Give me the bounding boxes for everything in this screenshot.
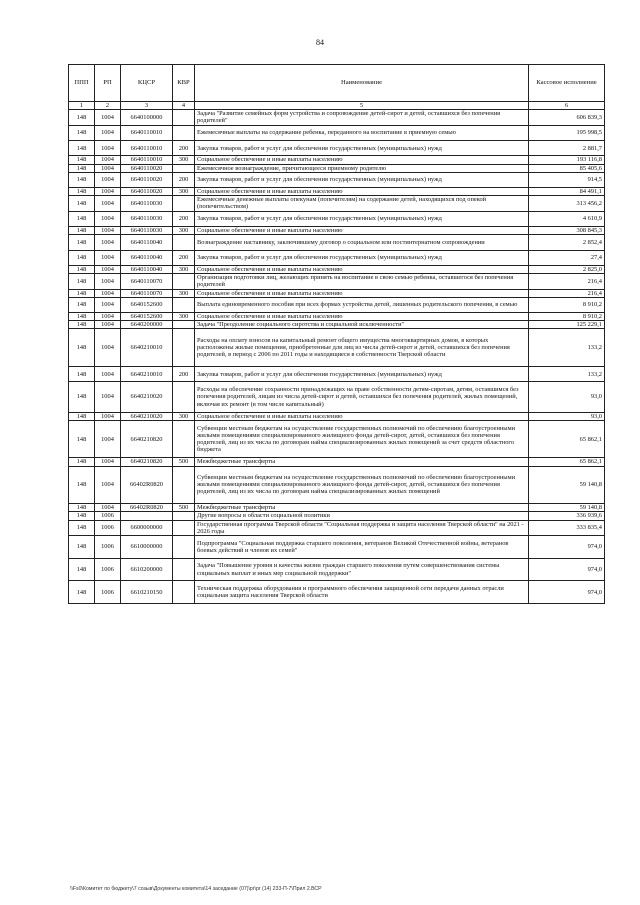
table-row [69,164,605,172]
cell-ppp: 148 [69,125,95,140]
cell-kvr [173,235,195,250]
cell-rp: 1004 [95,125,121,140]
cell-kcsr: 6640100000 [121,110,173,125]
cell-rp: 1004 [95,382,121,412]
table-row [69,412,605,420]
table-row [69,504,605,512]
table-row [69,297,605,312]
table-row [69,211,605,226]
cell-name: Субвенции местным бюджетам на осуществление государственных полномочий по обеспечению благоустроенными жилыми помещениями специализированного жилищного фонда детей-сирот, детей, оставшихся без попечения родителей, лиц из их числа по договорам найма специализированных жилых помещений за счет средств областного бюджета [195,420,529,458]
cell-kvr: 200 [173,172,195,187]
cell-kcsr [121,512,173,520]
cell-rp: 1004 [95,420,121,458]
cell-ppp: 148 [69,289,95,297]
cell-kcsr: 6640110070 [121,274,173,289]
cell-name: Техническая поддержка оборудования и программного обеспечения защищенной сети передачи данных отрасли социальная защита населения Тверской области [195,581,529,604]
cell-name: Ежемесячные выплаты на содержание ребенка, переданного на воспитание в приемную семью [195,125,529,140]
cell-kcsr: 6640110020 [121,188,173,196]
cell-name: Ежемесячные денежные выплаты опекунам (попечителям) на содержание детей, находящихся под опекой (попечительством) [195,196,529,211]
cell-name: Социальное обеспечение и иные выплаты населению [195,156,529,164]
cell-amount: 133,2 [529,329,605,367]
cell-ppp: 148 [69,313,95,321]
cell-rp: 1004 [95,250,121,265]
cell-ppp: 148 [69,227,95,235]
cell-ppp: 148 [69,581,95,604]
cell-kvr [173,125,195,140]
cell-rp: 1004 [95,466,121,504]
cell-name: Социальное обеспечение и иные выплаты населению [195,289,529,297]
cell-name: Социальное обеспечение и иные выплаты населению [195,188,529,196]
cell-amount: 27,4 [529,250,605,265]
cell-ppp: 148 [69,164,95,172]
cell-rp: 1004 [95,188,121,196]
cell-name: Выплата единовременного пособия при всех формах устройства детей, лишенных родительского попечения, в семью [195,297,529,312]
header-name: Наименование [195,65,529,102]
cell-name: Межбюджетные трансферты [195,504,529,512]
table-row [69,520,605,535]
cell-amount: 65 862,1 [529,420,605,458]
cell-amount: 85 405,6 [529,164,605,172]
cell-ppp: 148 [69,211,95,226]
cell-kvr: 300 [173,289,195,297]
cell-rp: 1004 [95,227,121,235]
cell-ppp: 148 [69,520,95,535]
cell-kvr: 200 [173,211,195,226]
cell-rp: 1006 [95,520,121,535]
cell-kcsr: 6640110010 [121,140,173,155]
cell-name: Вознаграждение наставнику, заключившему договор о социальном или постинтернатном сопровождении [195,235,529,250]
cell-kvr [173,321,195,329]
cell-amount: 93,0 [529,412,605,420]
cell-rp: 1004 [95,297,121,312]
cell-amount: 216,4 [529,289,605,297]
cell-kcsr: 6640210820 [121,420,173,458]
table-row [69,250,605,265]
cell-kvr [173,382,195,412]
cell-rp: 1004 [95,289,121,297]
header-rp: РП [95,65,121,102]
cell-kvr: 300 [173,313,195,321]
cell-amount: 133,2 [529,367,605,382]
cell-rp: 1004 [95,164,121,172]
table-row [69,172,605,187]
table-row [69,110,605,125]
cell-kcsr: 6640110030 [121,227,173,235]
header-kcsr: КЦСР [121,65,173,102]
cell-kcsr: 66402R0820 [121,504,173,512]
table-row [69,329,605,367]
cell-name: Закупка товаров, работ и услуг для обеспечения государственных (муниципальных) нужд [195,140,529,155]
cell-amount: 8 910,2 [529,297,605,312]
cell-kvr [173,581,195,604]
cell-rp: 1004 [95,458,121,466]
table-row [69,382,605,412]
table-row [69,466,605,504]
cell-name: Закупка товаров, работ и услуг для обеспечения государственных (муниципальных) нужд [195,367,529,382]
cell-name: Расходы на оплату взносов на капитальный ремонт общего имущества многоквартирных домов, в которых расположены жилые помещения, приобретенные для лиц из числа детей-сирот и детей, оставшихся без попечения родителей, в период с 2006 по 2011 годы и находящиеся в собственности Тверской области [195,329,529,367]
cell-rp: 1004 [95,265,121,273]
table-row [69,458,605,466]
cell-kvr [173,329,195,367]
table-row [69,156,605,164]
cell-amount: 2 825,0 [529,265,605,273]
cell-kcsr: 6640210010 [121,329,173,367]
cell-kcsr: 66402R0820 [121,466,173,504]
cell-kvr: 300 [173,227,195,235]
cell-rp: 1004 [95,367,121,382]
table-row [69,265,605,273]
table-row [69,535,605,558]
cell-kvr [173,110,195,125]
table-body [69,110,605,604]
cell-name: Закупка товаров, работ и услуг для обеспечения государственных (муниципальных) нужд [195,211,529,226]
cell-amount: 195 998,5 [529,125,605,140]
cell-name: Задача "Преодоление социального сиротства и социальной исключенности" [195,321,529,329]
cell-rp: 1004 [95,140,121,155]
cell-rp: 1004 [95,274,121,289]
footer-file-path: \\Fs0\Комитет по бюджету\7 созыв\Документы комитета\14 заседание (07)\pr\pr (14) 233-П-7\Прил 2.ВСР [70,886,322,892]
cell-rp: 1004 [95,329,121,367]
table-row [69,313,605,321]
cell-amount: 336 939,6 [529,512,605,520]
cell-ppp: 148 [69,156,95,164]
table-row [69,125,605,140]
cell-kvr [173,164,195,172]
cell-kvr: 300 [173,412,195,420]
cell-kvr: 300 [173,188,195,196]
table-row [69,289,605,297]
cell-rp: 1006 [95,512,121,520]
cell-kcsr: 6640110010 [121,125,173,140]
cell-kvr: 200 [173,367,195,382]
cell-ppp: 148 [69,274,95,289]
cell-rp: 1006 [95,535,121,558]
cell-kvr: 200 [173,140,195,155]
cell-ppp: 148 [69,265,95,273]
cell-kvr: 500 [173,458,195,466]
cell-kvr [173,535,195,558]
cell-kcsr: 6610200000 [121,558,173,581]
cell-amount: 974,0 [529,558,605,581]
cell-kcsr: 6640200000 [121,321,173,329]
cell-ppp: 148 [69,196,95,211]
cell-kcsr: 6640110070 [121,289,173,297]
cell-kcsr: 6640110040 [121,235,173,250]
table-row [69,140,605,155]
table-row [69,274,605,289]
cell-amount: 84 491,1 [529,188,605,196]
cell-rp: 1006 [95,558,121,581]
cell-amount: 125 229,1 [529,321,605,329]
cell-ppp: 148 [69,235,95,250]
cell-name: Другие вопросы в области социальной политики [195,512,529,520]
cell-name: Ежемесячное вознаграждение, причитающееся приемному родителю [195,164,529,172]
cell-kvr [173,297,195,312]
cell-kcsr: 6640152600 [121,313,173,321]
cell-kcsr: 6640110030 [121,196,173,211]
cell-kvr: 200 [173,250,195,265]
table-row [69,581,605,604]
cell-name: Социальное обеспечение и иные выплаты населению [195,227,529,235]
cell-name: Подпрограмма "Социальная поддержка старшего поколения, ветеранов Великой Отечественной войны, ветеранов боевых действий и членов их семей" [195,535,529,558]
cell-amount: 4 610,9 [529,211,605,226]
cell-kvr [173,558,195,581]
cell-name: Закупка товаров, работ и услуг для обеспечения государственных (муниципальных) нужд [195,172,529,187]
cell-rp: 1004 [95,313,121,321]
cell-rp: 1004 [95,504,121,512]
cell-ppp: 148 [69,140,95,155]
cell-ppp: 148 [69,188,95,196]
cell-ppp: 148 [69,297,95,312]
cell-amount: 65 862,1 [529,458,605,466]
cell-rp: 1004 [95,196,121,211]
cell-kcsr: 6640110040 [121,265,173,273]
table-row [69,235,605,250]
table-row [69,321,605,329]
cell-kcsr: 6610210150 [121,581,173,604]
table-header-row [69,65,605,102]
budget-execution-table [68,64,605,604]
cell-ppp: 148 [69,321,95,329]
cell-amount: 193 116,8 [529,156,605,164]
cell-rp: 1004 [95,110,121,125]
cell-amount: 93,0 [529,382,605,412]
cell-kcsr: 6640210820 [121,458,173,466]
cell-kcsr: 6640110020 [121,172,173,187]
table-row [69,367,605,382]
cell-kvr [173,466,195,504]
cell-kcsr: 6640152600 [121,297,173,312]
cell-kvr [173,520,195,535]
cell-amount: 2 881,7 [529,140,605,155]
cell-rp: 1004 [95,235,121,250]
cell-kvr: 500 [173,504,195,512]
cell-amount: 216,4 [529,274,605,289]
cell-kcsr: 6640110010 [121,156,173,164]
cell-ppp: 148 [69,420,95,458]
cell-name: Межбюджетные трансферты [195,458,529,466]
cell-kcsr: 6640210020 [121,412,173,420]
cell-name: Социальное обеспечение и иные выплаты населению [195,412,529,420]
cell-ppp: 148 [69,535,95,558]
column-index: 6 [529,102,605,110]
cell-kcsr: 6600000000 [121,520,173,535]
table-row [69,196,605,211]
column-index-row [69,102,605,110]
table-row [69,512,605,520]
cell-kcsr: 6640210010 [121,367,173,382]
cell-name: Организация подготовки лиц, желающих принять на воспитание в свою семью ребенка, оставшегося без попечения родителей [195,274,529,289]
cell-amount: 333 835,4 [529,520,605,535]
table-row [69,188,605,196]
cell-ppp: 148 [69,329,95,367]
cell-name: Задача "Развитие семейных форм устройства и сопровождение детей-сирот и детей, оставшихся без попечения родителей" [195,110,529,125]
cell-amount: 59 140,8 [529,466,605,504]
cell-rp: 1004 [95,156,121,164]
cell-rp: 1004 [95,211,121,226]
cell-ppp: 148 [69,110,95,125]
cell-kcsr: 6640210020 [121,382,173,412]
cell-ppp: 148 [69,367,95,382]
cell-name: Расходы на обеспечение сохранности принадлежащих на праве собственности детям-сиротам, детям, оставшимся без попечения родителей, лицам из числа детей-сирот и детей, оставшихся без попечения родителей, жилых помещений, включая их ремонт (в том числе капитальный) [195,382,529,412]
cell-kcsr: 6640110030 [121,211,173,226]
cell-ppp: 148 [69,412,95,420]
cell-ppp: 148 [69,250,95,265]
cell-kcsr: 6640110040 [121,250,173,265]
cell-kcsr: 6610000000 [121,535,173,558]
cell-kvr [173,420,195,458]
column-index: 5 [195,102,529,110]
cell-name: Социальное обеспечение и иные выплаты населению [195,265,529,273]
cell-amount: 974,0 [529,581,605,604]
cell-ppp: 148 [69,504,95,512]
cell-kvr [173,196,195,211]
cell-kvr: 300 [173,265,195,273]
cell-ppp: 148 [69,466,95,504]
header-kvr: КВР [173,65,195,102]
column-index: 1 [69,102,95,110]
column-index: 4 [173,102,195,110]
cell-name: Задача "Повышение уровня и качества жизни граждан старшего поколения путем совершенствования системы социальных выплат и иных мер социальной поддержки" [195,558,529,581]
column-index: 2 [95,102,121,110]
table-row [69,558,605,581]
cell-ppp: 148 [69,458,95,466]
page-number: 84 [316,38,324,47]
header-ppp: ППП [69,65,95,102]
cell-amount: 974,0 [529,535,605,558]
cell-kvr [173,274,195,289]
cell-ppp: 148 [69,512,95,520]
cell-amount: 59 140,8 [529,504,605,512]
cell-name: Социальное обеспечение и иные выплаты населению [195,313,529,321]
cell-kvr [173,512,195,520]
cell-rp: 1004 [95,412,121,420]
cell-rp: 1006 [95,581,121,604]
cell-amount: 8 910,2 [529,313,605,321]
cell-rp: 1004 [95,172,121,187]
cell-kcsr: 6640110020 [121,164,173,172]
cell-amount: 914,5 [529,172,605,187]
cell-amount: 606 839,3 [529,110,605,125]
cell-name: Государственная программа Тверской области "Социальная поддержка и защита населения Тверской области" на 2021 - 2026 годы [195,520,529,535]
cell-rp: 1004 [95,321,121,329]
cell-name: Субвенции местным бюджетам на осуществление государственных полномочий по обеспечению благоустроенными жилыми помещениями специализированного жилищного фонда детей-сирот, детей, оставшихся без попечения родителей, лиц из их числа по договорам найма специализированных жилых помещений [195,466,529,504]
cell-ppp: 148 [69,558,95,581]
cell-kvr: 300 [173,156,195,164]
cell-ppp: 148 [69,382,95,412]
table-row [69,227,605,235]
column-index: 3 [121,102,173,110]
table-row [69,420,605,458]
cell-ppp: 148 [69,172,95,187]
cell-name: Закупка товаров, работ и услуг для обеспечения государственных (муниципальных) нужд [195,250,529,265]
cell-amount: 308 845,3 [529,227,605,235]
cell-amount: 2 852,4 [529,235,605,250]
header-amount: Кассовое исполнение [529,65,605,102]
cell-amount: 313 456,2 [529,196,605,211]
